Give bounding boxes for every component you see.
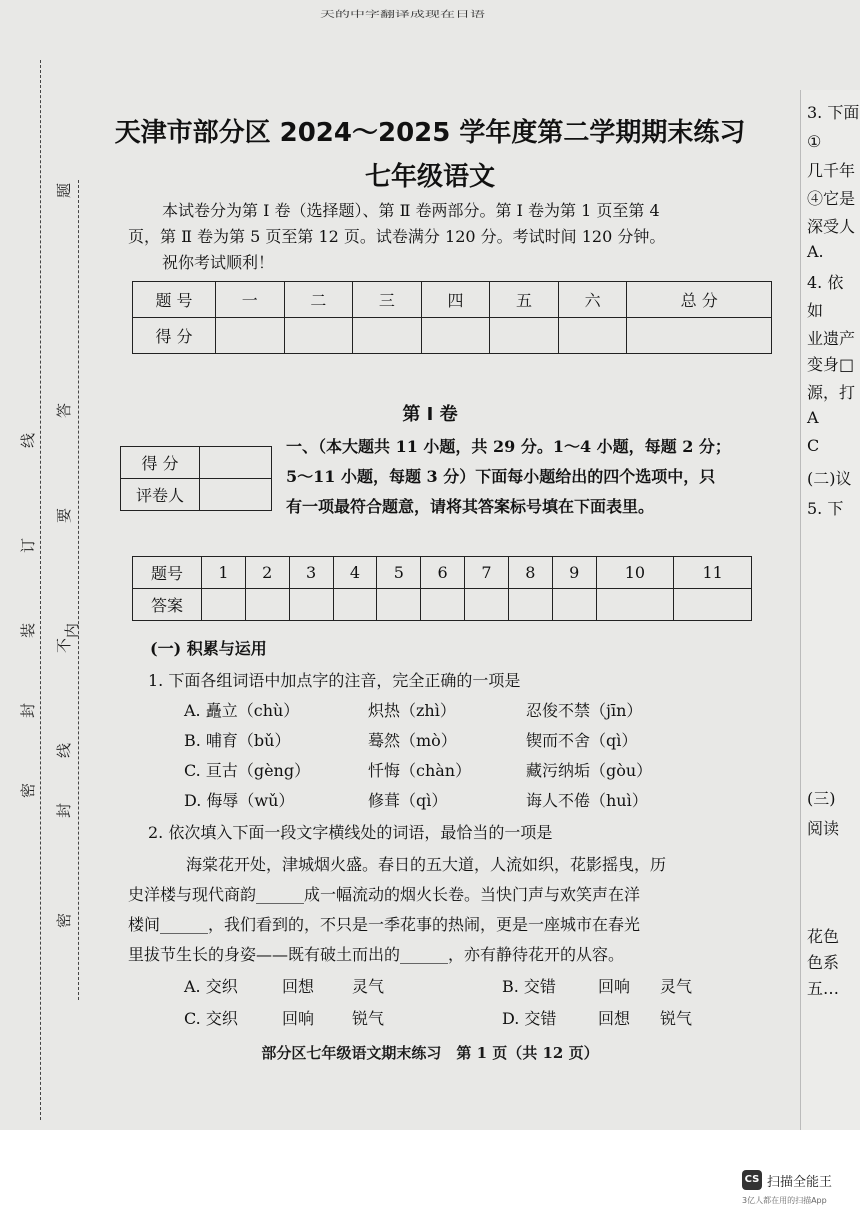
q2-option: 回响 <box>282 1009 315 1028</box>
answer-cell[interactable] <box>333 589 377 621</box>
q1-option: B. 哺育（bǔ） <box>184 731 291 750</box>
q1-option: 诲人不倦（huì） <box>526 791 648 810</box>
question-stem: 2. 依次填入下面一段文字横线处的词语，最恰当的一项是 <box>148 823 553 842</box>
answer-number: 11 <box>674 557 752 589</box>
score-col: 四 <box>421 282 490 318</box>
answer-cell[interactable] <box>552 589 596 621</box>
adjacent-text: (三) <box>807 789 836 808</box>
adjacent-text: 变身□ <box>807 355 855 374</box>
answer-number: 7 <box>465 557 509 589</box>
score-col: 一 <box>216 282 285 318</box>
answer-number: 3 <box>289 557 333 589</box>
adjacent-text: 五… <box>807 979 840 998</box>
adjacent-text: 4. 依 <box>807 273 844 292</box>
answer-row-label: 答案 <box>133 589 202 621</box>
adjacent-text: C <box>807 436 820 455</box>
margin-label: 密 <box>55 912 74 929</box>
margin-label: 订 <box>19 537 38 554</box>
answer-number: 6 <box>421 557 465 589</box>
answer-cell[interactable] <box>202 589 246 621</box>
score-col: 二 <box>284 282 353 318</box>
adjacent-text: 3. 下面 <box>807 103 860 122</box>
q2-option: A. 交织 <box>184 977 238 996</box>
part-heading: (一) 积累与运用 <box>150 639 267 658</box>
scanner-name: 扫描全能王 <box>767 1174 833 1190</box>
answer-cell[interactable] <box>289 589 333 621</box>
adjacent-text: 5. 下 <box>807 499 844 518</box>
score-col: 总 分 <box>627 282 772 318</box>
exam-subtitle: 七年级语文 <box>364 162 495 192</box>
q2-option: B. 交错 <box>502 977 556 996</box>
answer-cell[interactable] <box>421 589 465 621</box>
adjacent-text: 色系 <box>807 953 840 972</box>
margin-label: 密 <box>19 782 38 799</box>
adjacent-text: 深受人 <box>807 217 856 236</box>
margin-label: 答 <box>55 402 74 419</box>
intro-line: 页，第 Ⅱ 卷为第 5 页至第 12 页。试卷满分 120 分。考试时间 120 分钟。 <box>128 227 666 246</box>
grader-cell[interactable] <box>200 447 272 479</box>
answer-number: 10 <box>596 557 674 589</box>
adjacent-text: 花色 <box>807 927 840 946</box>
q1-option: 忍俊不禁（jīn） <box>526 701 643 720</box>
score-cell[interactable] <box>490 318 559 354</box>
bleed-through-text: 天的中字翻译成现在日语 <box>320 9 486 19</box>
margin-label: 内 <box>63 622 82 639</box>
adjacent-text: A <box>807 408 819 427</box>
score-header-label: 题 号 <box>133 282 216 318</box>
answer-number: 5 <box>377 557 421 589</box>
q2-option: 回想 <box>282 977 315 996</box>
passage-line: 史洋楼与现代商韵______成一幅流动的烟火长卷。当快门声与欢笑声在洋 <box>128 885 641 904</box>
margin-label: 线 <box>19 432 38 449</box>
passage-line: 楼间______，我们看到的，不只是一季花事的热闹，更是一座城市在春光 <box>128 915 641 934</box>
answer-cell[interactable] <box>596 589 674 621</box>
answer-cell[interactable] <box>377 589 421 621</box>
score-cell[interactable] <box>216 318 285 354</box>
adjacent-text: 如 <box>807 301 824 320</box>
answer-number: 2 <box>245 557 289 589</box>
adjacent-text: A. <box>807 242 824 261</box>
answer-number: 4 <box>333 557 377 589</box>
q1-option: 锲而不舍（qì） <box>526 731 638 750</box>
section-heading: 第 Ⅰ 卷 <box>402 404 458 425</box>
adjacent-text: 源，打 <box>807 383 856 402</box>
answer-header-label: 题号 <box>133 557 202 589</box>
score-col: 五 <box>490 282 559 318</box>
q2-option: C. 交织 <box>184 1009 238 1028</box>
answer-number: 8 <box>508 557 552 589</box>
answer-cell[interactable] <box>674 589 752 621</box>
score-table <box>132 281 772 354</box>
answer-table <box>132 556 752 621</box>
adjacent-text: 业遗产 <box>807 329 856 348</box>
margin-label: 要 <box>55 507 74 524</box>
question-stem: 1. 下面各组词语中加点字的注音，完全正确的一项是 <box>148 671 521 690</box>
answer-cell[interactable] <box>465 589 509 621</box>
answer-number: 9 <box>552 557 596 589</box>
margin-label: 装 <box>19 622 38 639</box>
passage-line: 海棠花开处，津城烟火盛。春日的五大道，人流如织，花影摇曳，历 <box>186 855 667 874</box>
score-cell[interactable] <box>558 318 627 354</box>
section-instruction: 有一项最符合题意，请将其答案标号填在下面表里。 <box>286 497 655 516</box>
q2-option: 回响 <box>598 977 631 996</box>
score-cell[interactable] <box>421 318 490 354</box>
answer-number: 1 <box>202 557 246 589</box>
grader-label: 评卷人 <box>121 479 200 511</box>
score-col: 三 <box>353 282 422 318</box>
q2-option: 灵气 <box>352 977 385 996</box>
q1-option: 藏污纳垢（gòu） <box>526 761 653 780</box>
adjacent-text: ④它是 <box>807 189 856 208</box>
binding-margin <box>0 60 100 1120</box>
q2-option: 灵气 <box>660 977 693 996</box>
margin-label: 封 <box>55 802 74 819</box>
adjacent-text: ① <box>807 132 822 151</box>
margin-label: 不 <box>55 637 74 654</box>
q1-option: 炽热（zhì） <box>368 701 456 720</box>
adjacent-text: 阅读 <box>807 819 840 838</box>
grader-cell[interactable] <box>200 479 272 511</box>
score-cell[interactable] <box>627 318 772 354</box>
margin-label: 题 <box>55 182 74 199</box>
q2-option: 锐气 <box>660 1009 693 1028</box>
exam-title: 天津市部分区 2024～2025 学年度第二学期期末练习 <box>114 118 746 148</box>
answer-cell[interactable] <box>508 589 552 621</box>
q2-option: 回想 <box>598 1009 631 1028</box>
answer-cell[interactable] <box>245 589 289 621</box>
grader-label: 得 分 <box>121 447 200 479</box>
q1-option: 修葺（qì） <box>368 791 448 810</box>
section-instruction: 5～11 小题，每题 3 分）下面每小题给出的四个选项中，只 <box>286 467 716 486</box>
adjacent-page-strip <box>800 90 860 1130</box>
score-col: 六 <box>558 282 627 318</box>
score-row-label: 得 分 <box>133 318 216 354</box>
score-cell[interactable] <box>353 318 422 354</box>
binding-dash-line <box>40 60 41 1120</box>
q1-option: 忏悔（chàn） <box>368 761 472 780</box>
q1-option: 蓦然（mò） <box>368 731 457 750</box>
section-instruction: 一、（本大题共 11 小题，共 29 分。1～4 小题，每题 2 分； <box>286 437 731 456</box>
adjacent-text: 几千年 <box>807 161 856 180</box>
scanner-tagline: 3亿人都在用的扫描App <box>742 1196 827 1205</box>
intro-line: 本试卷分为第 Ⅰ 卷（选择题）、第 Ⅱ 卷两部分。第 Ⅰ 卷为第 1 页至第 4 <box>162 201 660 220</box>
scanner-logo <box>742 1170 832 1190</box>
q1-option: C. 亘古（gèng） <box>184 761 311 780</box>
q2-option: D. 交错 <box>502 1009 557 1028</box>
margin-label: 封 <box>19 702 38 719</box>
q1-option: A. 矗立（chù） <box>184 701 300 720</box>
grader-table <box>120 446 272 511</box>
margin-label: 线 <box>55 742 74 759</box>
page-footer: 部分区七年级语文期末练习 第 1 页（共 12 页） <box>261 1044 599 1062</box>
passage-line: 里拔节生长的身姿——既有破土而出的______，亦有静待花开的从容。 <box>128 945 625 964</box>
q2-option: 锐气 <box>352 1009 385 1028</box>
adjacent-text: (二)议 <box>807 469 852 488</box>
intro-line: 祝你考试顺利！ <box>162 253 275 272</box>
binding-dash-line-inner <box>78 180 79 1000</box>
score-cell[interactable] <box>284 318 353 354</box>
scanner-badge-icon: CS <box>742 1170 762 1190</box>
q1-option: D. 侮辱（wǔ） <box>184 791 295 810</box>
